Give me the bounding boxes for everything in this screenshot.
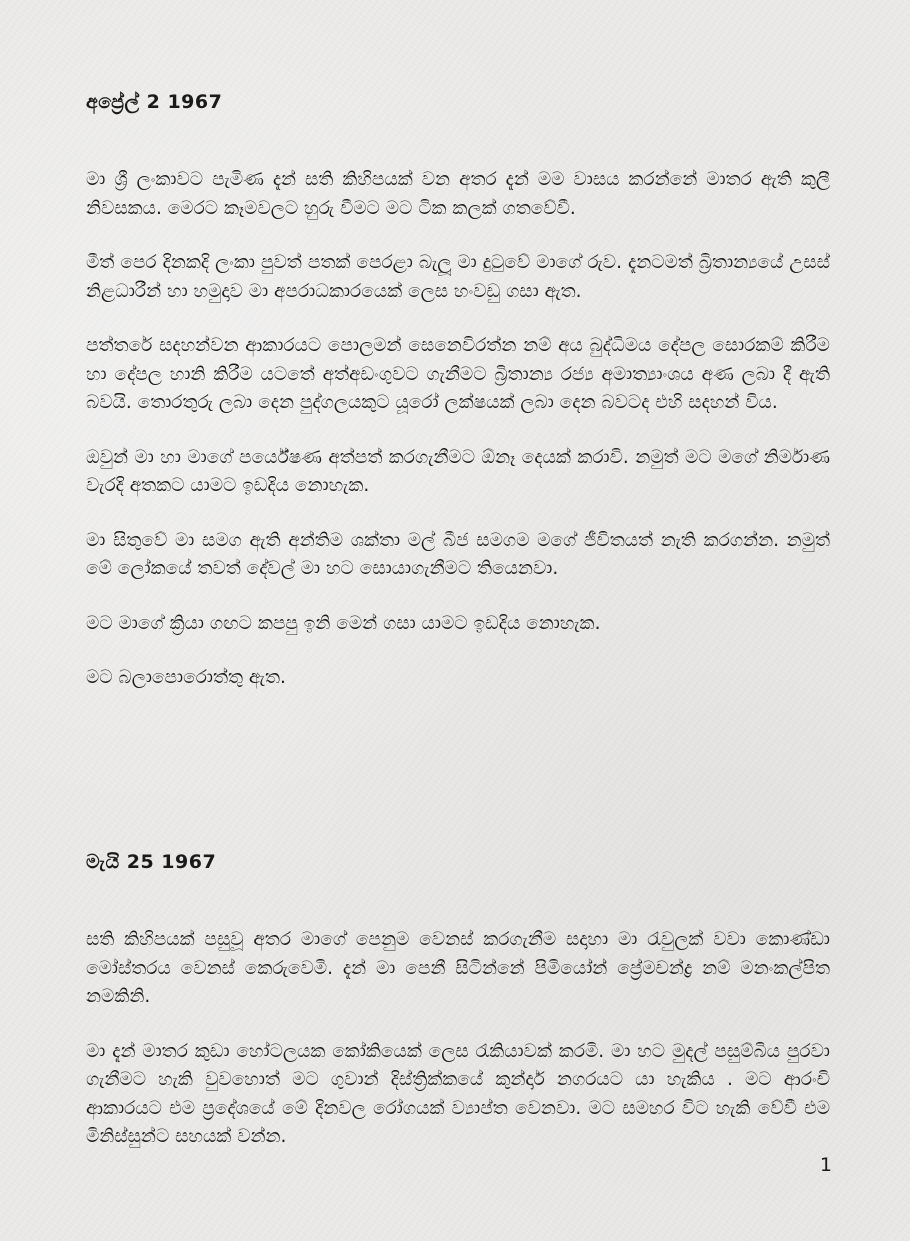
diary-entry-april (86, 88, 830, 719)
entry-paragraph: මා සිතුවේ මා සමග ඇති අන්තිම ශක්තා මල් බීජ සමගම මගේ ජීවිතයත් නැති කරගන්න. නමුත් මේ ලෝකයේ තවත් දේවල් මා හට සොයාගැනීමට තියෙනවා. (86, 529, 830, 579)
entry-paragraph: ඔවුන් මා හා මාගේ පර්යේෂණ අත්පත් කරගැනීමට ඕනෑ දෙයක් කරාවි. නමුත් මට මගේ නිර්මාණ වැරදි අතකට යාමට ඉඩදිය නොහැක. (86, 446, 830, 496)
diary-entry-may (86, 848, 830, 1178)
entry-paragraph: මා දැන් මාතර කුඩා හෝටලයක කෝකියෙක් ලෙස රැකියාවක් කරමි. මා හට මුදල් පසුම්බිය පුරවා ගැනීමට හැකි වුවහොත් මට ගුවාන් දිස්ත්‍රික්කයේ කුන්දාර් නගරයට යා හැකිය . මට ආරංචි ආකාරයට එම ප්‍රදේශයේ මේ දිනවල රෝගයක් ව්‍යාප්ත වෙනවා. මට සමහර විට හැකි වේවී එම මිනිස්සුන්ට සහයක් වන්න. (86, 1040, 830, 1147)
entry-date: අප්‍රේල් 2 1967 (86, 91, 223, 113)
entry-paragraph: මීත් පෙර දිනකදි ලංකා පුවත් පතක් පෙරළා බැලූ මා දුටුවේ මාගේ රුව. දැනටමත් බ්‍රිතාන්‍යයේ උසස් නිළධාරීන් හා හමුදාව මා අපරාධකාරයෙක් ලෙස හංවඩු ගසා ඇත. (86, 252, 830, 302)
entry-paragraph: මට මාගේ ක්‍රියා ගඟට කපපු ඉනි මෙන් ගසා යාමට ඉඩදිය නොහැක. (86, 612, 601, 634)
entry-paragraph: පත්තරේ සදහන්වන ආකාරයට පොලමන් සෙනෙවිරත්න නම් අය බුද්ධිමය දේපල සොරකම් කිරීම හා දේපල හානි කිරීම යටතේ අත්අඩංගුවට ගැනීමට බ්‍රිතාන්‍ය රජ්‍ය අමාත්‍යාංශය අණ ලබා දී ඇති බවයි. තොරතුරු ලබා දෙන පුද්ගලයකුට යූරෝ ලක්ෂයක් ලබා දෙන බවටද එහි සදහන් විය. (86, 335, 830, 413)
entry-date: මැයි 25 1967 (86, 851, 217, 873)
entry-paragraph: මට බලාපොරොත්තු ඇත. (86, 667, 286, 688)
entry-body (86, 166, 830, 693)
entry-paragraph: සති කිහිපයක් පසුවූ අතර මාගේ පෙනුම වෙනස් කරගැනීම සදාහා මා රැවුලක් වවා කොණ්ඩා මෝස්තරය වෙනස් කෙරුවෙමි. දැන් මා පෙනී සිටින්නේ පිමියෝන් ප්‍රේමචන්ද්‍ර නම් මනංකල්පිත නමකිනි. (86, 929, 830, 1007)
entry-paragraph: මා ශ්‍රී ලංකාවට පැමිණ දැන් සති කිහිපයක් වන අතර දැන් මම වාසය කරන්නේ මාතර ඇති කුලී නිවසකය. මෙරට කෑමවලට හුරු වීමට මට ටික කලක් ගතවේවී. (86, 169, 830, 219)
diary-page (86, 0, 830, 1241)
entry-body (86, 926, 830, 1152)
page-number: 1 (819, 1154, 832, 1176)
